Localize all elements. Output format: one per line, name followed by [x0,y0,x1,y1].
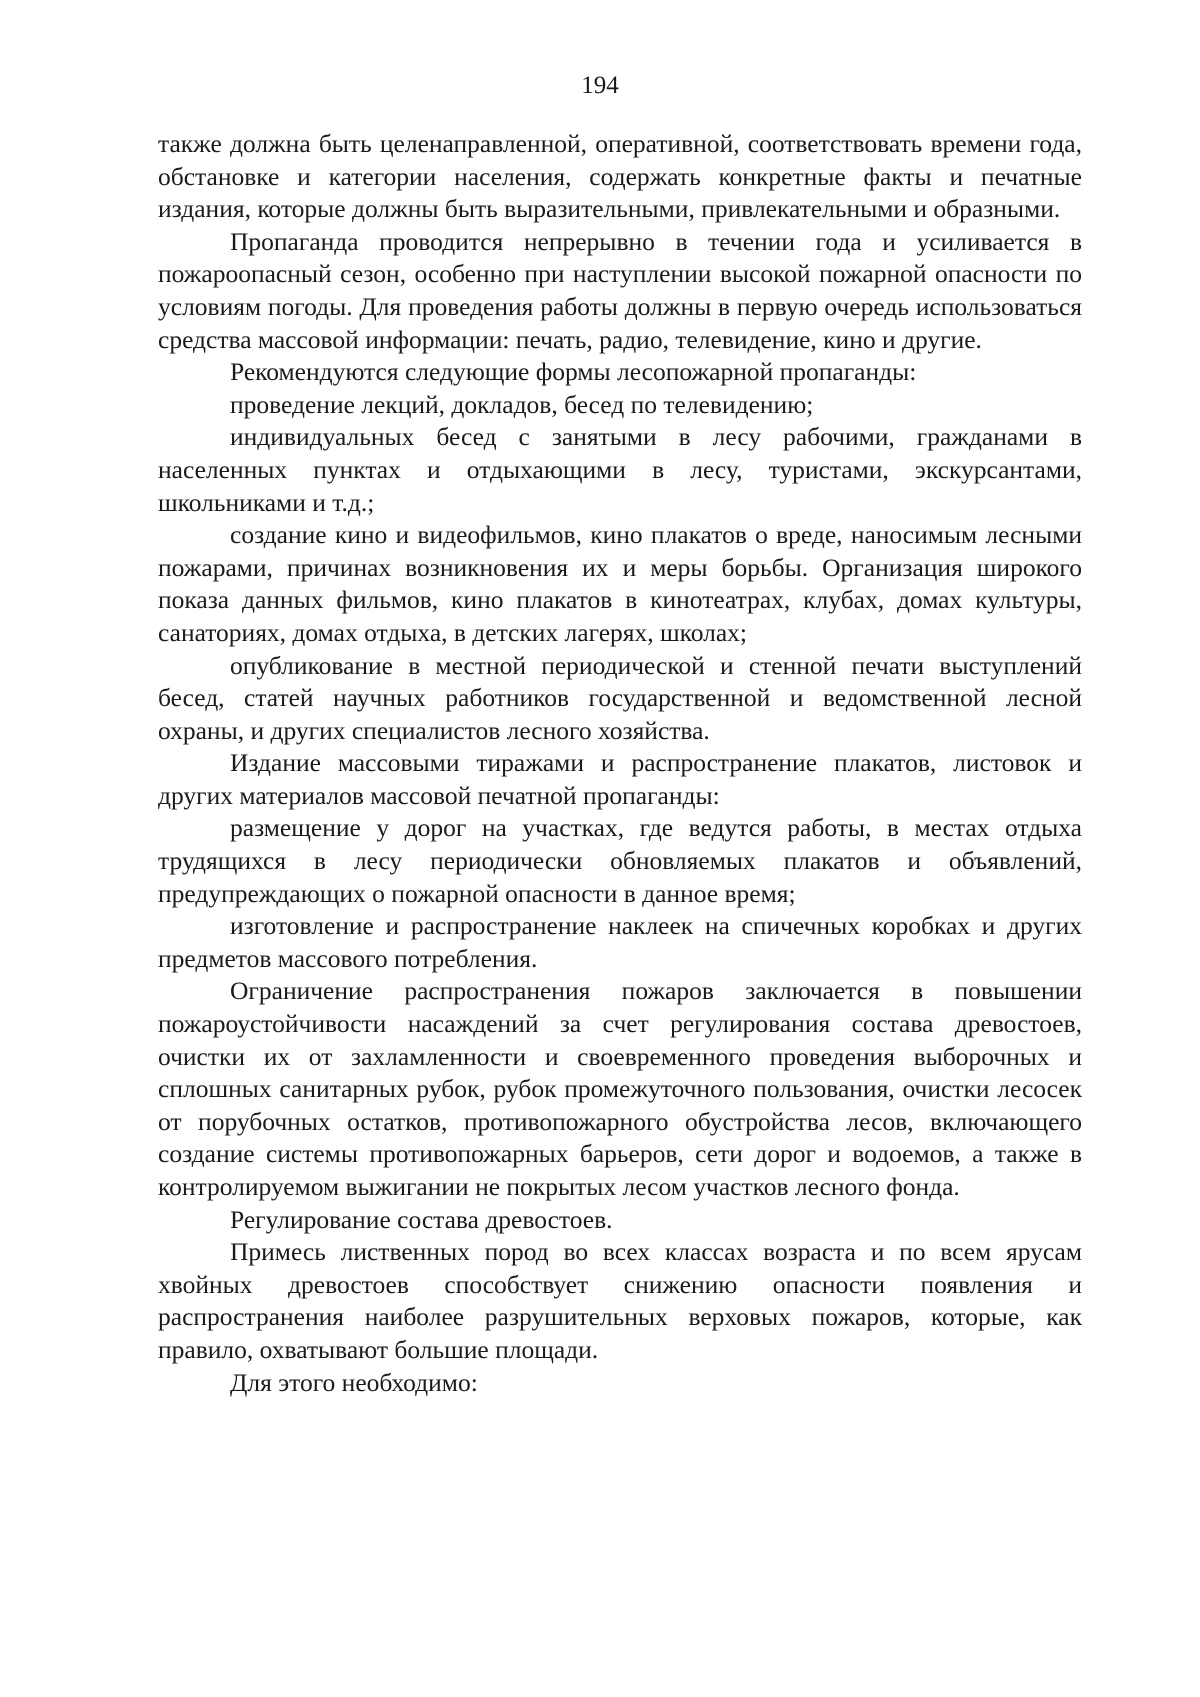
list-item: размещение у дорог на участках, где ведутся работы, в местах отдыха трудящихся в лесу периодически обновляемых плакатов и объявлений, предупреждающих о пожарной опасности в данное время; [158,813,1082,908]
list-item: проведение лекций, докладов, бесед по телевидению; [230,389,814,419]
list-item: создание кино и видеофильмов, кино плакатов о вреде, наносимым лесными пожарами, причинах возникновения их и меры борьбы. Организация широкого показа данных фильмов, кино плакатов в кинотеатрах, клубах, домах культуры, санаториях, домах отдыха, в детских лагерях, школах; [158,520,1082,647]
page-number: 194 [581,72,619,99]
section-heading: Регулирование состава древостоев. [230,1204,613,1234]
paragraph: Пропаганда проводится непрерывно в течении года и усиливается в пожароопасный сезон, особенно при наступлении высокой пожарной опасности по условиям погоды. Для проведения работы должны в первую очередь использоваться средства массовой информации: печать, радио, телевидение, кино и другие. [158,226,1082,354]
list-item: опубликование в местной периодической и стенной печати выступлений бесед, статей научных работников государственной и ведомственной лесной охраны, и других специалистов лесного хозяйства. [158,650,1082,745]
body-text [158,128,1082,1399]
list-item: индивидуальных бесед с занятыми в лесу рабочими, гражданами в населенных пунктах и отдыхающими в лесу, туристами, экскурсантами, школьниками и т.д.; [158,422,1082,517]
paragraph: Ограничение распространения пожаров заключается в повышении пожароустойчивости насаждений за счет регулирования состава древостоев, очистки их от захламленности и своевременного проведения выборочных и сплошных санитарных рубок, рубок промежуточного пользования, очистки лесосек от порубочных остатков, противопожарного обустройства лесов, включающего создание системы противопожарных барьеров, сети дорог и водоемов, а также в контролируемом выжигании не покрытых лесом участков лесного фонда. [158,976,1082,1201]
list-item: изготовление и распространение наклеек на спичечных коробках и других предметов массового потребления. [158,911,1082,973]
paragraph: Для этого необходимо: [230,1367,478,1397]
paragraph: Примесь лиственных пород во всех классах возраста и по всем ярусам хвойных древостоев способствует снижению опасности появления и распространения наиболее разрушительных верховых пожаров, которые, как правило, охватывают большие площади. [158,1237,1082,1364]
paragraph: Издание массовыми тиражами и распространение плакатов, листовок и других материалов массовой печатной пропаганды: [158,748,1082,810]
paragraph-continuation: также должна быть целенаправленной, оперативной, соответствовать времени года, обстановке и категории населения, содержать конкретные факты и печатные издания, которые должны быть выразительными, привлекательными и образными. [158,129,1082,224]
paragraph: Рекомендуются следующие формы лесопожарной пропаганды: [230,357,917,387]
